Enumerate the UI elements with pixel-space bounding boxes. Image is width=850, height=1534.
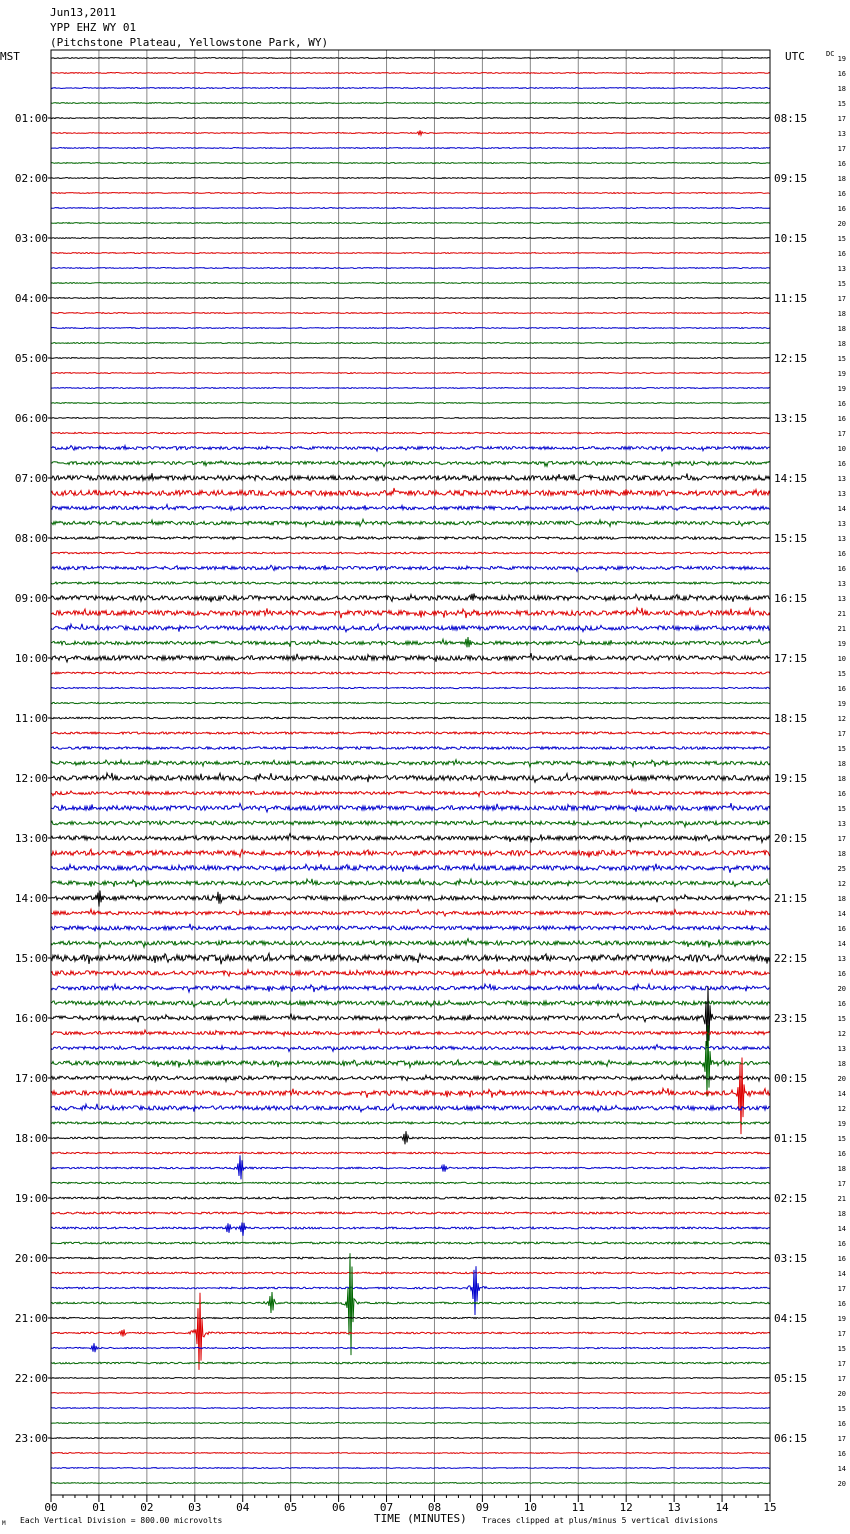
seismic-trace	[51, 1242, 770, 1244]
dc-value: 18	[837, 1060, 846, 1068]
seismic-trace	[51, 821, 770, 828]
mst-axis-title: MST	[0, 50, 20, 63]
dc-value: 12	[837, 1105, 846, 1113]
utc-hour-label: 03:15	[774, 1252, 808, 1265]
utc-hour-label: 22:15	[774, 952, 808, 965]
mst-hour-label: 20:00	[14, 1252, 48, 1265]
seismic-trace	[51, 1438, 770, 1439]
dc-value: 13	[837, 595, 846, 603]
mst-hour-label: 17:00	[14, 1072, 48, 1085]
dc-value: 15	[837, 1345, 846, 1353]
dc-value: 16	[837, 205, 846, 213]
seismic-trace	[51, 909, 770, 916]
dc-value: 19	[837, 1120, 846, 1128]
seismic-trace	[51, 193, 770, 194]
seismic-trace	[51, 1045, 770, 1052]
x-tick-label: 01	[92, 1501, 106, 1514]
seismic-trace	[51, 879, 770, 887]
dc-value: 25	[837, 865, 846, 873]
seismic-trace	[51, 672, 770, 674]
dc-axis-title: DC	[826, 50, 835, 58]
mst-hour-label: 19:00	[14, 1192, 48, 1205]
dc-value: 21	[837, 1195, 846, 1203]
seismic-trace	[51, 223, 770, 224]
seismic-trace	[51, 1293, 770, 1370]
dc-value: 18	[837, 1210, 846, 1218]
dc-value: 14	[837, 1225, 846, 1233]
dc-value: 17	[837, 430, 846, 438]
seismic-trace	[51, 103, 770, 104]
seismic-trace	[51, 505, 770, 511]
dc-value: 17	[837, 145, 846, 153]
dc-value: 17	[837, 115, 846, 123]
seismic-trace	[51, 552, 770, 554]
mst-hour-label: 05:00	[14, 352, 48, 365]
seismic-trace	[51, 1197, 770, 1199]
dc-value: 18	[837, 1165, 846, 1173]
dc-value: 13	[837, 130, 846, 138]
mst-hour-label: 08:00	[14, 532, 48, 545]
dc-value: 10	[837, 655, 846, 663]
dc-value: 16	[837, 565, 846, 573]
mst-hour-label: 16:00	[14, 1012, 48, 1025]
dc-value: 12	[837, 1030, 846, 1038]
dc-value: 13	[837, 535, 846, 543]
dc-value: 17	[837, 1360, 846, 1368]
dc-value: 17	[837, 295, 846, 303]
dc-value: 19	[837, 1315, 846, 1323]
dc-value: 13	[837, 820, 846, 828]
dc-value: 18	[837, 325, 846, 333]
seismic-trace	[51, 1453, 770, 1454]
utc-hour-label: 06:15	[774, 1432, 808, 1445]
x-tick-label: 06	[331, 1501, 346, 1514]
dc-value: 14	[837, 1090, 846, 1098]
dc-value: 20	[837, 220, 846, 228]
seismic-trace	[51, 637, 770, 647]
seismic-trace	[51, 1393, 770, 1394]
dc-value: 16	[837, 685, 846, 693]
seismic-trace	[51, 1152, 770, 1154]
dc-value: 16	[837, 70, 846, 78]
mst-hour-label: 07:00	[14, 472, 48, 485]
x-tick-label: 07	[379, 1501, 394, 1514]
dc-value: 20	[837, 1075, 846, 1083]
seismic-trace	[51, 238, 770, 239]
dc-value: 15	[837, 280, 846, 288]
mst-hour-label: 15:00	[14, 952, 48, 965]
seismic-trace	[51, 343, 770, 344]
seismic-trace	[51, 148, 770, 149]
dc-value: 18	[837, 760, 846, 768]
seismic-trace	[51, 1212, 770, 1214]
seismic-trace	[51, 432, 770, 433]
dc-value: 19	[837, 370, 846, 378]
seismic-trace	[51, 253, 770, 254]
dc-value: 16	[837, 400, 846, 408]
seismic-trace	[51, 702, 770, 703]
x-tick-label: 14	[715, 1501, 729, 1514]
dc-value: 17	[837, 1375, 846, 1383]
seismic-trace	[51, 984, 770, 992]
seismic-trace	[51, 953, 770, 964]
utc-hour-label: 12:15	[774, 352, 808, 365]
dc-value: 18	[837, 850, 846, 858]
seismic-trace	[51, 461, 770, 467]
dc-value: 15	[837, 100, 846, 108]
seismic-trace	[51, 999, 770, 1007]
seismic-trace	[51, 1223, 770, 1236]
seismic-trace	[51, 298, 770, 299]
dc-value: 19	[837, 640, 846, 648]
seismic-trace	[51, 130, 770, 135]
mst-hour-label: 06:00	[14, 412, 48, 425]
seismic-trace	[51, 773, 770, 782]
mst-hour-label: 12:00	[14, 772, 48, 785]
utc-hour-label: 23:15	[774, 1012, 808, 1025]
plot-frame	[51, 50, 770, 1495]
mst-hour-label: 21:00	[14, 1312, 48, 1325]
x-tick-label: 10	[523, 1501, 537, 1514]
dc-value: 16	[837, 790, 846, 798]
seismic-trace	[51, 1378, 770, 1379]
seismic-trace	[51, 208, 770, 209]
x-tick-label: 15	[763, 1501, 777, 1514]
seismic-trace	[51, 747, 770, 750]
dc-value: 15	[837, 235, 846, 243]
seismic-trace	[51, 178, 770, 179]
station-label: YPP EHZ WY 01	[50, 21, 137, 34]
dc-value: 16	[837, 1255, 846, 1263]
utc-hour-label: 18:15	[774, 712, 808, 725]
x-tick-label: 11	[571, 1501, 585, 1514]
mst-hour-label: 11:00	[14, 712, 48, 725]
utc-axis-title: UTC	[785, 50, 805, 63]
seismic-trace	[51, 687, 770, 688]
seismic-trace	[51, 1423, 770, 1424]
scale-note: Each Vertical Division = 800.00 microvolts	[20, 1516, 223, 1525]
utc-hour-label: 20:15	[774, 832, 808, 845]
dc-value: 13	[837, 580, 846, 588]
dc-value: 13	[837, 955, 846, 963]
seismic-trace	[51, 73, 770, 74]
dc-value: 16	[837, 415, 846, 423]
dc-value: 12	[837, 715, 846, 723]
dc-value: 16	[837, 970, 846, 978]
x-tick-label: 04	[236, 1501, 250, 1514]
dc-value: 15	[837, 670, 846, 678]
utc-hour-label: 16:15	[774, 592, 808, 605]
utc-hour-label: 15:15	[774, 532, 808, 545]
dc-value: 18	[837, 175, 846, 183]
dc-value: 15	[837, 1405, 846, 1413]
dc-value: 10	[837, 445, 846, 453]
dc-value: 20	[837, 985, 846, 993]
seismic-trace	[51, 328, 770, 329]
dc-value: 16	[837, 1240, 846, 1248]
seismic-trace	[51, 1131, 770, 1144]
seismic-trace	[51, 1182, 770, 1184]
utc-hour-label: 08:15	[774, 112, 808, 125]
seismic-trace	[51, 1362, 770, 1364]
dc-value: 13	[837, 475, 846, 483]
dc-value: 12	[837, 880, 846, 888]
seismic-trace	[51, 388, 770, 389]
utc-hour-label: 01:15	[774, 1132, 808, 1145]
seismic-trace	[51, 760, 770, 767]
dc-value: 16	[837, 1420, 846, 1428]
seismic-trace	[51, 313, 770, 314]
dc-value: 17	[837, 1330, 846, 1338]
seismic-trace	[51, 565, 770, 571]
seismic-trace	[51, 653, 770, 662]
seismic-trace	[51, 1030, 770, 1036]
dc-value: 14	[837, 910, 846, 918]
utc-hour-label: 11:15	[774, 292, 808, 305]
dc-value: 16	[837, 160, 846, 168]
seismic-trace	[51, 1253, 770, 1355]
dc-value: 16	[837, 1150, 846, 1158]
seismic-trace	[51, 624, 770, 632]
location-label: (Pitchstone Plateau, Yellowstone Park, WY)	[50, 36, 329, 49]
dc-value: 14	[837, 505, 846, 513]
dc-value: 21	[837, 610, 846, 618]
dc-value: 13	[837, 490, 846, 498]
utc-hour-label: 13:15	[774, 412, 808, 425]
x-tick-label: 12	[619, 1501, 633, 1514]
corner-mark: M	[2, 1520, 6, 1527]
seismic-trace	[51, 519, 770, 526]
seismic-trace	[51, 488, 770, 497]
dc-value: 13	[837, 520, 846, 528]
mst-hour-label: 22:00	[14, 1372, 48, 1385]
seismic-trace	[51, 924, 770, 932]
utc-hour-label: 21:15	[774, 892, 808, 905]
dc-value: 16	[837, 1450, 846, 1458]
clip-note: Traces clipped at plus/minus 5 vertical divisions	[482, 1516, 719, 1525]
seismic-trace	[51, 1408, 770, 1409]
seismic-trace	[51, 1272, 770, 1274]
dc-value: 18	[837, 775, 846, 783]
seismic-trace	[51, 358, 770, 359]
dc-value: 20	[837, 1390, 846, 1398]
seismic-trace	[51, 608, 770, 618]
seismic-trace	[51, 864, 770, 873]
seismic-trace	[51, 88, 770, 89]
seismic-trace	[51, 473, 770, 480]
seismic-trace	[51, 1468, 770, 1469]
dc-value: 18	[837, 310, 846, 318]
seismic-trace	[51, 163, 770, 164]
utc-hour-label: 10:15	[774, 232, 808, 245]
dc-value: 16	[837, 925, 846, 933]
dc-value: 16	[837, 460, 846, 468]
dc-value: 20	[837, 1480, 846, 1488]
x-tick-label: 09	[475, 1501, 490, 1514]
dc-value: 17	[837, 730, 846, 738]
seismic-trace	[51, 1122, 770, 1124]
utc-hour-label: 05:15	[774, 1372, 808, 1385]
dc-value: 19	[837, 385, 846, 393]
seismic-trace	[51, 1025, 770, 1096]
dc-value: 19	[837, 700, 846, 708]
dc-value: 15	[837, 1135, 846, 1143]
dc-value: 13	[837, 265, 846, 273]
seismic-trace	[51, 790, 770, 797]
seismic-trace	[51, 537, 770, 540]
dc-value: 21	[837, 625, 846, 633]
utc-hour-label: 09:15	[774, 172, 808, 185]
seismic-trace	[51, 283, 770, 284]
seismic-trace	[51, 1075, 770, 1081]
seismic-trace	[51, 373, 770, 374]
dc-value: 16	[837, 190, 846, 198]
dc-value: 17	[837, 1285, 846, 1293]
dc-value: 14	[837, 1465, 846, 1473]
seismic-trace	[51, 986, 770, 1046]
seismic-trace	[51, 732, 770, 734]
mst-hour-label: 09:00	[14, 592, 48, 605]
dc-value: 17	[837, 1435, 846, 1443]
date-label: Jun13,2011	[50, 6, 117, 19]
seismic-trace	[51, 717, 770, 719]
seismic-trace	[51, 1257, 770, 1259]
utc-hour-label: 14:15	[774, 472, 808, 485]
mst-hour-label: 23:00	[14, 1432, 48, 1445]
mst-hour-label: 02:00	[14, 172, 48, 185]
x-tick-label: 08	[427, 1501, 442, 1514]
seismic-trace	[51, 834, 770, 843]
mst-hour-label: 18:00	[14, 1132, 48, 1145]
seismic-trace	[51, 418, 770, 419]
x-axis-label: TIME (MINUTES)	[374, 1512, 467, 1525]
dc-value: 15	[837, 355, 846, 363]
seismic-trace	[51, 849, 770, 857]
dc-value: 16	[837, 250, 846, 258]
mst-hour-label: 13:00	[14, 832, 48, 845]
dc-value: 18	[837, 340, 846, 348]
utc-hour-label: 19:15	[774, 772, 808, 785]
x-tick-label: 03	[188, 1501, 202, 1514]
mst-hour-label: 10:00	[14, 652, 48, 665]
seismic-trace	[51, 446, 770, 451]
seismic-trace	[51, 803, 770, 812]
axes	[15, 50, 846, 1514]
mst-hour-label: 04:00	[14, 292, 48, 305]
dc-value: 16	[837, 1300, 846, 1308]
seismic-trace	[51, 1343, 770, 1352]
dc-value: 13	[837, 1045, 846, 1053]
seismic-traces	[51, 58, 770, 1484]
utc-hour-label: 04:15	[774, 1312, 808, 1325]
seismic-trace	[51, 891, 770, 907]
utc-hour-label: 02:15	[774, 1192, 808, 1205]
dc-value: 16	[837, 550, 846, 558]
x-tick-label: 13	[667, 1501, 681, 1514]
seismic-trace	[51, 1483, 770, 1484]
dc-value: 17	[837, 1180, 846, 1188]
dc-value: 15	[837, 1015, 846, 1023]
mst-hour-label: 01:00	[14, 112, 48, 125]
dc-value: 15	[837, 745, 846, 753]
dc-value: 18	[837, 895, 846, 903]
seismic-trace	[51, 118, 770, 119]
seismic-trace	[51, 1155, 770, 1179]
mst-hour-label: 14:00	[14, 892, 48, 905]
seismic-trace	[51, 1104, 770, 1112]
dc-value: 17	[837, 835, 846, 843]
mst-hour-label: 03:00	[14, 232, 48, 245]
seismic-trace	[51, 58, 770, 59]
x-tick-label: 02	[140, 1501, 154, 1514]
seismic-trace	[51, 969, 770, 976]
seismic-trace	[51, 268, 770, 269]
dc-value: 15	[837, 805, 846, 813]
utc-hour-label: 17:15	[774, 652, 808, 665]
seismic-trace	[51, 939, 770, 948]
seismic-trace	[51, 1317, 770, 1318]
dc-value: 16	[837, 1000, 846, 1008]
dc-value: 14	[837, 1270, 846, 1278]
grid-lines	[99, 50, 722, 1495]
seismic-trace	[51, 403, 770, 404]
utc-hour-label: 00:15	[774, 1072, 808, 1085]
seismic-trace	[51, 594, 770, 603]
seismic-trace	[51, 582, 770, 584]
dc-value: 19	[837, 55, 846, 63]
x-tick-label: 05	[284, 1501, 298, 1514]
x-tick-label: 00	[44, 1501, 58, 1514]
dc-value: 14	[837, 940, 846, 948]
dc-value: 18	[837, 85, 846, 93]
